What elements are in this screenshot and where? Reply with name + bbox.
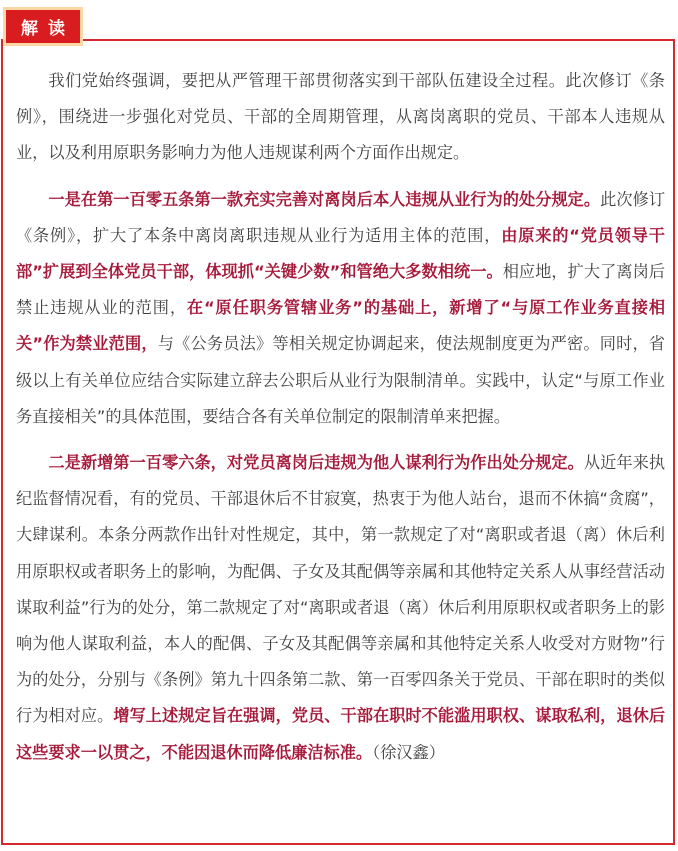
paragraph-point-two [16,445,665,771]
highlight-text: 在“原任职务管辖业务”的基础上，新增了“与原工作业务直接相关”作为禁业范围， [16,298,666,354]
paragraph-text: 与《公务员法》等相关规定协调起来，使法规制度更为严密。同时，省级以上有关单位应结合实际建立辞去公职后从业行为限制清单。实践中，认定“与原工作业务直接相关”的具体范围，要结合各有关单位制定的限制清单来把握。 [16,334,665,426]
paragraph-text: 从近年来执纪监督情况看，有的党员、干部退休后不甘寂寞，热衷于为他人站台，退而不休搞“贪腐”，大肆谋利。本条分两款作出针对性规定，其中，第一款规定了对“离职或者退（离）休后利用原职权或者职务上的影响，为配偶、子女及其配偶等亲属和其他特定关系人从事经营活动谋取利益”行为的处分，第二款规定了对“离职或者退（离）休后利用原职权或者职务上的影响为他人谋取利益，本人的配偶、子女及其配偶等亲属和其他特定关系人收受对方财物”行为的处分，分别与《条例》第九十四条第二款、第一百零四条关于党员、干部在职时的类似行为相对应。 [16,453,666,726]
section-badge-label: 解读 [6,10,80,43]
article-body [16,63,665,781]
paragraph-text: 此次修订《条例》，扩大了本条中离岗离职违规从业行为适用主体的范围， [16,189,666,245]
paragraph-text: 我们党始终强调，要把从严管理干部贯彻落实到干部队伍建设全过程。此次修订《条例》，围绕进一步强化对党员、干部的全周期管理，从离岗离职的党员、干部本人违规从业，以及利用原职务影响力为他人违规谋利两个方面作出规定。 [16,71,665,163]
paragraph-intro [16,63,665,172]
highlight-heading: 二是新增第一百零六条，对党员离岗后违规为他人谋利行为作出处分规定。 [48,453,584,473]
author-credit: （徐汉鑫） [372,742,445,762]
highlight-text: 由原来的“党员领导干部”扩展到全体党员干部，体现抓“关键少数”和管绝大多数相统一。 [16,225,665,282]
paragraph-point-one [16,182,665,435]
paragraph-text: 相应地，扩大了离岗后禁止违规从业的范围， [16,262,666,318]
highlight-text: 增写上述规定旨在强调，党员、干部在职时不能滥用职权、谋取私利，退休后这些要求一以贯之，不能因退休而降低廉洁标准。 [16,706,666,762]
section-badge [3,7,83,46]
highlight-heading: 一是在第一百零五条第一款充实完善对离岗后本人违规从业行为的处分规定。 [48,189,601,209]
